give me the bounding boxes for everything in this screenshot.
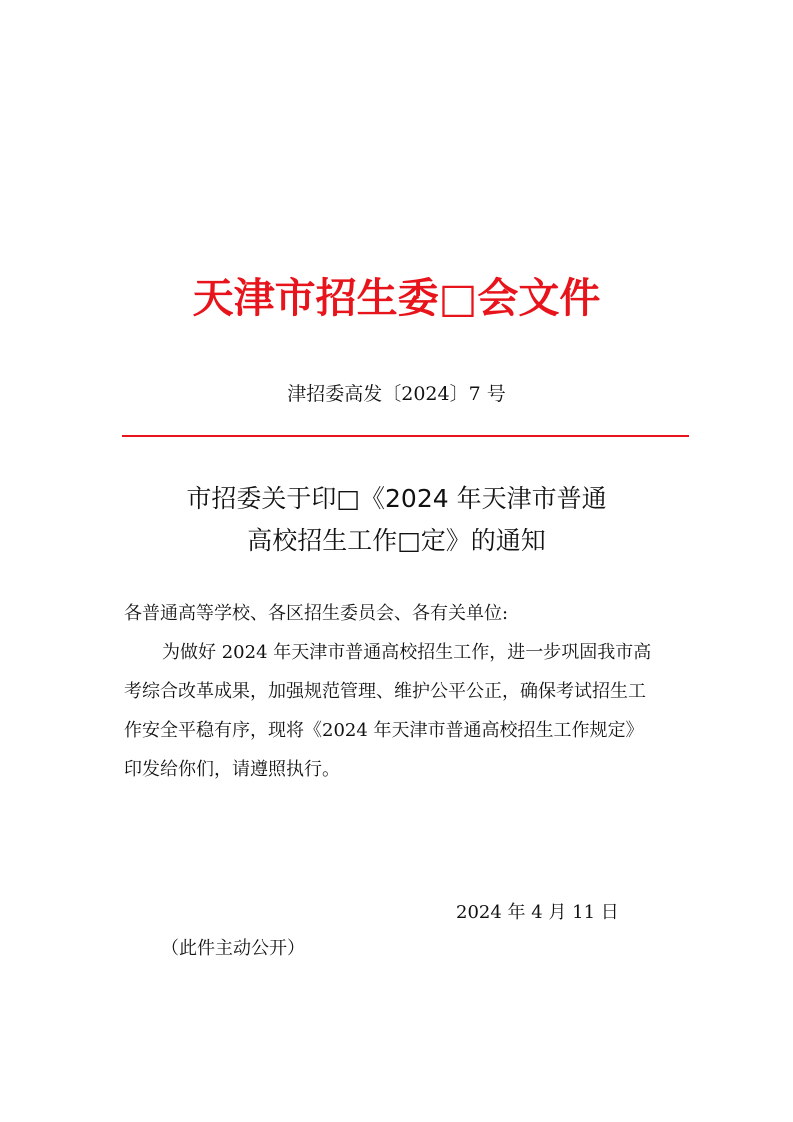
issue-date: 2024 年 4 月 11 日	[456, 902, 619, 923]
paragraph-line: 考综合改革成果，加强规范管理、维护公平公正，确保考试招生工	[124, 681, 646, 702]
document-title-line-2: 高校招生工作□定》的通知	[247, 526, 546, 555]
document-number: 津招委高发〔2024〕7 号	[287, 383, 506, 405]
paragraph-line: 印发给你们，请遵照执行。	[124, 759, 340, 780]
document-title	[0, 478, 793, 562]
paragraph-line: 作安全平稳有序，现将《2024 年天津市普通高校招生工作规定》	[124, 720, 644, 741]
red-divider-line	[122, 435, 689, 437]
salutation: 各普通高等学校、各区招生委员会、各有关单位:	[124, 603, 509, 624]
body-text	[124, 594, 714, 789]
issuer-header: 天津市招生委□会文件	[192, 274, 601, 322]
paragraph-line: 为做好 2024 年天津市普通高校招生工作，进一步巩固我市高	[162, 642, 652, 663]
disclosure-note: （此件主动公开）	[161, 938, 305, 959]
document-title-line-1: 市招委关于印□《2024 年天津市普通	[186, 484, 607, 513]
